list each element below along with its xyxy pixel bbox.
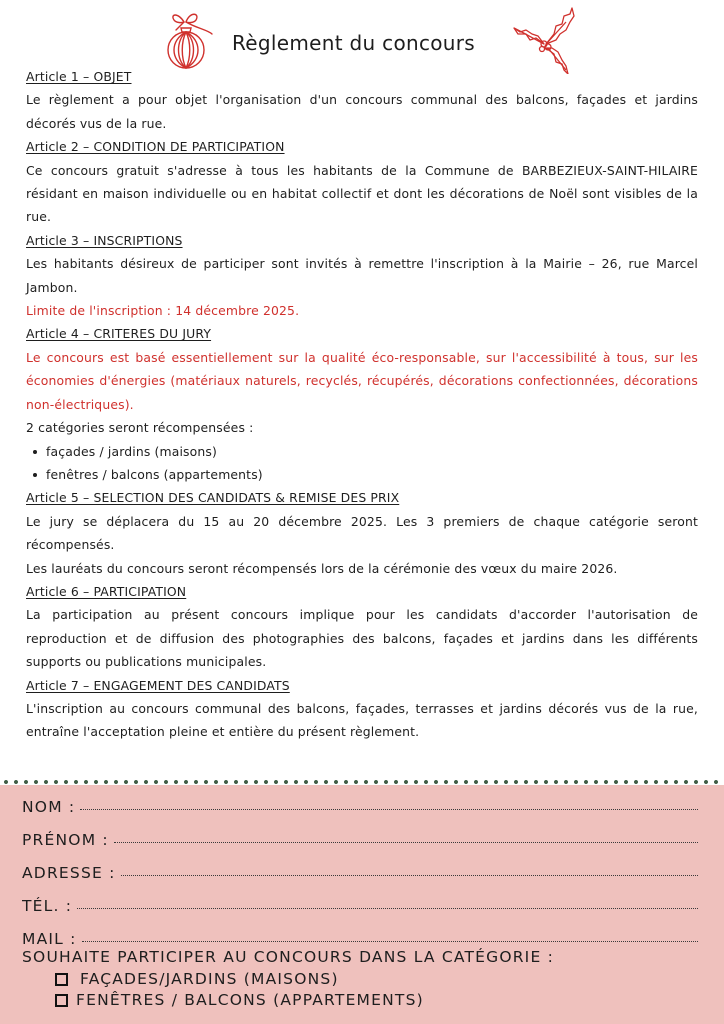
article-4 <box>26 322 698 486</box>
tel-input-line[interactable] <box>77 896 698 909</box>
article-text: Les lauréats du concours seront récompensés lors de la cérémonie des vœux du maire 2026. <box>26 560 618 576</box>
mail-input-line[interactable] <box>82 929 698 942</box>
article-heading: Article 7 – ENGAGEMENT DES CANDIDATS <box>26 677 290 693</box>
article-heading: Article 2 – CONDITION DE PARTICIPATION <box>26 139 285 155</box>
prenom-input-line[interactable] <box>114 830 698 843</box>
checkbox[interactable] <box>55 973 68 986</box>
list-item: façades / jardins (maisons) <box>46 440 698 463</box>
mail-field[interactable] <box>22 929 698 948</box>
article-heading: Article 6 – PARTICIPATION <box>26 583 187 599</box>
checkbox[interactable] <box>55 994 68 1007</box>
rules-content <box>26 65 698 744</box>
option-fenetres-balcons[interactable] <box>55 991 424 1009</box>
jury-criteria-text: Le concours est basé essentiellement sur la qualité éco-responsable, sur l'accessibilité à tous, sur les économies d'énergies (matériaux naturels, recyclés, récupérés, décorations confectionnées, décorations non-électriques). <box>26 349 698 412</box>
adresse-input-line[interactable] <box>121 863 698 876</box>
article-7 <box>26 674 698 744</box>
article-heading: Article 4 – CRITERES DU JURY <box>26 326 212 342</box>
field-label: PRÉNOM : <box>22 831 109 849</box>
article-heading: Article 3 – INSCRIPTIONS <box>26 232 183 248</box>
option-label: FAÇADES/JARDINS (MAISONS) <box>80 970 339 988</box>
nom-input-line[interactable] <box>80 797 698 810</box>
field-label: ADRESSE : <box>22 864 116 882</box>
article-heading: Article 5 – SELECTION DES CANDIDATS & REMISE DES PRIX <box>26 490 400 506</box>
field-label: NOM : <box>22 798 76 816</box>
prenom-field[interactable] <box>22 830 698 849</box>
article-3 <box>26 229 698 323</box>
article-text: Le jury se déplacera du 15 au 20 décembre 2025. Les 3 premiers de chaque catégorie seront récompensés. <box>26 513 698 553</box>
registration-form <box>0 785 724 1024</box>
field-label: MAIL : <box>22 930 77 948</box>
article-2 <box>26 135 698 229</box>
article-text: Ce concours gratuit s'adresse à tous les habitants de la Commune de BARBEZIEUX-SAINT-HILAIRE résidant en maison individuelle ou en habitat collectif et dont les décorations de Noël sont visibles de la rue. <box>26 162 698 225</box>
registration-deadline: Limite de l'inscription : 14 décembre 2025. <box>26 303 300 319</box>
page-title: Règlement du concours <box>232 31 476 55</box>
article-text: Le règlement a pour objet l'organisation d'un concours communal des balcons, façades et jardins décorés vus de la rue. <box>26 92 698 131</box>
article-5 <box>26 486 698 580</box>
category-prompt: SOUHAITE PARTICIPER AU CONCOURS DANS LA CATÉGORIE : <box>22 948 554 966</box>
adresse-field[interactable] <box>22 863 698 882</box>
page-header <box>0 0 724 72</box>
list-item: fenêtres / balcons (appartements) <box>46 463 698 486</box>
option-facades-jardins[interactable] <box>55 970 339 988</box>
article-text: La participation au présent concours implique pour les candidats d'accorder l'autorisation de reproduction et de diffusion des photographies des balcons, façades et jardins dans les différents supports ou publications municipales. <box>26 607 698 670</box>
article-1 <box>26 65 698 135</box>
article-heading: Article 1 – OBJET <box>26 69 132 84</box>
article-6 <box>26 580 698 674</box>
christmas-bauble-icon <box>156 8 216 70</box>
holly-icon <box>510 4 580 74</box>
article-text: L'inscription au concours communal des balcons, façades, terrasses et jardins décorés vus de la rue, entraîne l'acceptation pleine et entière du présent règlement. <box>26 700 698 740</box>
field-label: TÉL. : <box>22 897 73 915</box>
option-label: FENÊTRES / BALCONS (APPARTEMENTS) <box>76 991 424 1009</box>
category-list <box>26 440 698 487</box>
article-text: 2 catégories seront récompensées : <box>26 420 254 436</box>
article-text: Les habitants désireux de participer sont invités à remettre l'inscription à la Mairie – 26, rue Marcel Jambon. <box>26 256 698 295</box>
tel-field[interactable] <box>22 896 698 915</box>
nom-field[interactable] <box>22 797 698 816</box>
